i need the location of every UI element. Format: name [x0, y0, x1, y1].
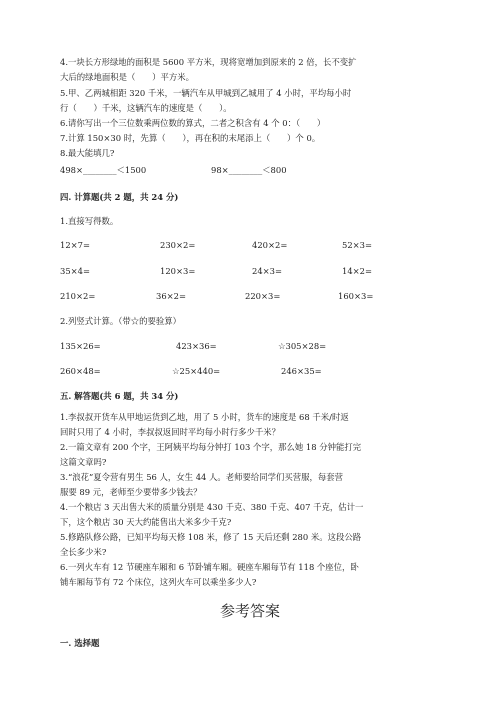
question-7: 7.计算 150×30 时，先算（ ），再在积的末尾添上（ ）个 0。 [60, 133, 321, 143]
section-4-question-2: 2.列竖式计算。（带☆的要验算） [60, 316, 182, 326]
section-5-question-6-line-1: 6.一列火车有 12 节硬座车厢和 6 节卧铺车厢。硬座车厢每节有 118 个座位，卧 [60, 562, 359, 572]
calc-item: 160×3= [338, 291, 374, 301]
question-8: 8.最大能填几? [60, 148, 115, 158]
calc-item: ☆25×440= [172, 366, 221, 376]
calc-item: 423×36= [176, 341, 217, 351]
answer-section-1-title: 一. 选择题 [60, 638, 100, 648]
calc-item: ☆305×28= [278, 341, 327, 351]
calc-item: 210×2= [60, 291, 96, 301]
question-4-line-2: 大后的绿地面积是（ ）平方米。 [60, 72, 194, 82]
calc-item: 230×2= [160, 240, 196, 250]
calc-item: 35×4= [60, 266, 91, 276]
direct-calc-row [0, 238, 500, 254]
direct-calc-row [0, 264, 500, 280]
section-5-question-3-line-1: 3.“浪花”夏令营有男生 56 人，女生 44 人。老师要给同学们买营服，每套营 [60, 472, 344, 482]
section-4-title: 四. 计算题(共 2 题，共 24 分) [60, 192, 179, 202]
section-5-question-2-line-1: 2.一篇文章有 200 个字，王阿姨平均每分钟打 103 个字，那么她 18 分钟能打完 [60, 442, 362, 452]
question-8-item-2: 98×________＜800 [211, 165, 287, 175]
vertical-calc-row [0, 339, 500, 355]
calc-item: 120×3= [160, 266, 196, 276]
calc-item: 52×3= [342, 240, 373, 250]
calc-item: 24×3= [252, 266, 283, 276]
direct-calc-row [0, 289, 500, 305]
question-8-items [0, 163, 500, 179]
section-5-question-2-line-2: 这篇文章吗? [60, 457, 107, 467]
section-5-question-1-line-2: 回时只用了 4 小时，李叔叔返回时平均每小时行多少千米？ [60, 427, 281, 437]
section-5-question-5-line-2: 全长多少米? [60, 547, 107, 557]
question-5-line-2: 行（ ）千米，这辆汽车的速度是（ ）。 [60, 103, 232, 113]
question-5-line-1: 5.甲、乙两城相距 320 千米，一辆汽车从甲城到乙城用了 4 小时，平均每小时 [60, 88, 352, 98]
section-5-title: 五. 解答题(共 6 题，共 34 分) [60, 391, 179, 401]
calc-item: 12×7= [60, 240, 91, 250]
calc-item: 420×2= [252, 240, 288, 250]
section-4-question-1: 1.直接写得数。 [60, 216, 119, 226]
calc-item: 220×3= [245, 291, 281, 301]
calc-item: 36×2= [156, 291, 187, 301]
question-4-line-1: 4.一块长方形绿地的面积是 5600 平方米，现将宽增加到原来的 2 倍，长不变扩 [60, 57, 357, 67]
section-5-question-1-line-1: 1.李叔叔开货车从甲地运货到乙地，用了 5 小时，货车的速度是 68 千米/时返 [60, 412, 349, 422]
answer-key-title: 参考答案 [219, 602, 280, 620]
calc-item: 14×2= [342, 266, 373, 276]
question-8-item-1: 498×________＜1500 [60, 165, 147, 175]
question-6: 6.请你写出一个三位数乘两位数的算式，二者之积含有 4 个 0：（ ） [60, 118, 326, 128]
section-5-question-3-line-2: 服要 89 元，老师至少要带多少钱去？ [60, 487, 202, 497]
calc-item: 246×35= [281, 366, 322, 376]
vertical-calc-row [0, 364, 500, 380]
section-5-question-6-line-2: 铺车厢每节有 72 个床位，这列火车可以乘坐多少人? [60, 577, 257, 587]
section-5-question-4-line-1: 4.一个粮店 3 天出售大米的质量分别是 430 千克、380 千克、407 千克，估计一 [60, 502, 364, 512]
section-5-question-4-line-2: 下，这个粮店 30 天大约能售出大米多少千克? [60, 517, 232, 527]
section-5-question-5-line-1: 5.修路队修公路，已知平均每天修 108 米，修了 15 天后还剩 280 米。这段公路 [60, 532, 362, 542]
calc-item: 260×48= [60, 366, 101, 376]
calc-item: 135×26= [60, 341, 101, 351]
